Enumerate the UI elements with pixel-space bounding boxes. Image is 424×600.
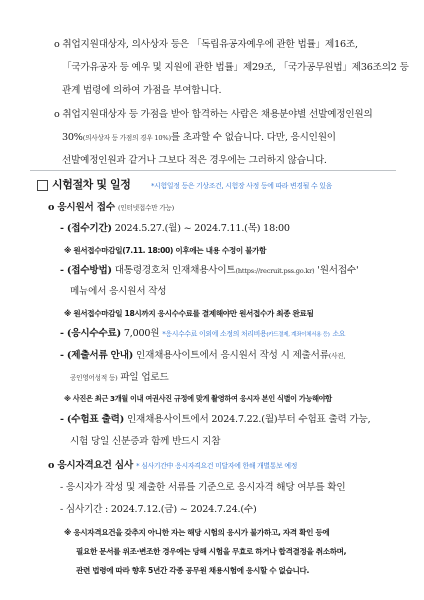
apply-fee bbox=[60, 327, 345, 342]
review-line-1: - 응시자가 작성 및 제출한 서류를 기준으로 응시자격 해당 여부를 확인 bbox=[60, 482, 346, 493]
section-divider bbox=[30, 170, 396, 171]
bonus-points-line-2: 「국가유공자 등 예우 및 지원에 관한 법률」제29조, 「국가공무원법」제36조의2 등 bbox=[62, 62, 409, 73]
apply-fee-note-detail: (카드결제, 계좌이체서용 등) bbox=[266, 332, 330, 338]
apply-title-note: (인터넷접수만 가능) bbox=[118, 204, 175, 212]
quota-line-1: o 취업지원대상자 등 가점을 받아 합격하는 사람은 채용분야별 선발예정인원의 bbox=[54, 109, 373, 120]
apply-ticket bbox=[60, 413, 370, 427]
apply-period-warning: ※ 원서접수마감일(7.11. 18:00) 이후에는 내용 수정이 불가함 bbox=[64, 246, 267, 255]
apply-period-value: 2024.5.27.(월) ~ 2024.7.11.(목) 18:00 bbox=[114, 223, 290, 234]
apply-docs-note-2: 공인영어성적 등) bbox=[70, 374, 118, 382]
review-title bbox=[48, 459, 297, 473]
apply-ticket-line-2: 시험 당일 신분증과 함께 반드시 지참 bbox=[70, 436, 221, 447]
apply-method-line-2: 메뉴에서 응시원서 작성 bbox=[70, 286, 167, 297]
review-title-text: o 응시자격요건 심사 bbox=[48, 460, 134, 471]
apply-fee-note-tail: 소요 bbox=[332, 330, 346, 338]
section-checkbox-icon bbox=[37, 180, 48, 191]
apply-docs-label: - (제출서류 안내) bbox=[60, 350, 134, 361]
quota-line-3: 선발예정인원과 같거나 그보다 적은 경우에는 그러하지 않습니다. bbox=[62, 155, 327, 166]
apply-docs bbox=[60, 349, 345, 363]
apply-period bbox=[60, 222, 290, 236]
quota-line-2-rest: 를 초과할 수 없습니다. 다만, 응시인원이 bbox=[170, 132, 336, 143]
bonus-points-line-3: 관계 법령에 의하여 가점을 부여합니다. bbox=[62, 85, 222, 96]
review-line-2: - 심사기간 : 2024.7.12.(금) ~ 2024.7.24.(수) bbox=[60, 504, 257, 515]
apply-title bbox=[48, 201, 174, 215]
apply-docs-note-1: (사진, bbox=[328, 352, 346, 360]
apply-method-label: - (접수방법) bbox=[60, 265, 112, 276]
apply-fee-value: 7,000원 bbox=[123, 328, 160, 339]
review-note: * 심사기간中 응시자격요건 미달자에 한해 개별통보 예정 bbox=[136, 462, 298, 470]
apply-method bbox=[60, 264, 358, 278]
apply-fee-note: *응시수수료 이외에 소정의 처리비용 bbox=[162, 330, 267, 338]
apply-ticket-value: 인재채용사이트에서 2024.7.22.(월)부터 수험표 출력 가능, bbox=[126, 414, 371, 425]
apply-period-label: - (접수기간) bbox=[60, 223, 112, 234]
apply-docs-tail: 파일 업로드 bbox=[120, 372, 169, 383]
apply-fee-label: - (응시수수료) bbox=[60, 328, 121, 339]
apply-docs-value: 인재채용사이트에서 응시원서 작성 시 제출서류 bbox=[136, 350, 329, 361]
quota-percent: 30% bbox=[62, 132, 83, 143]
bonus-points-line-1: o 취업지원대상자, 의사상자 등은 「독립유공자예우에 관한 법률」제16조, bbox=[54, 39, 358, 50]
apply-method-warning: ※ 원서접수마감일 18시까지 응시수수료를 결제해야만 원서접수가 최종 완료됨 bbox=[64, 309, 314, 318]
apply-ticket-label: - (수험표 출력) bbox=[60, 414, 125, 425]
apply-method-url: (https://recruit.pss.go.kr) bbox=[235, 267, 315, 275]
apply-docs-warning: ※ 사진은 최근 3개월 이내 여권사진 규정에 맞게 촬영하여 응시자 본인 식별이 가능해야함 bbox=[64, 394, 332, 403]
apply-method-value: 대통령경호처 인재채용사이트 bbox=[114, 265, 236, 276]
apply-method-tail: '원서접수' bbox=[317, 265, 359, 276]
quota-line-2 bbox=[62, 131, 336, 145]
apply-title-text: o 응시원서 접수 bbox=[48, 202, 115, 213]
quota-percent-note: (의사상자 등 가점의 경우 10%) bbox=[82, 134, 171, 142]
apply-docs-line-2 bbox=[70, 371, 169, 385]
review-warning-3: 관련 법령에 따라 향후 5년간 각종 공무원 채용시험에 응시할 수 없습니다. bbox=[76, 566, 309, 575]
review-warning-2: 필요한 문서를 위조·변조한 경우에는 당해 시험을 무효로 하거나 합격결정을 취소하며, bbox=[76, 547, 347, 556]
section-title: 시험절차 및 일정 bbox=[52, 178, 131, 191]
section-note: *시험일정 등은 기상조건, 시험장 사정 등에 따라 변경될 수 있음 bbox=[151, 182, 332, 190]
review-warning-1: ※ 응시자격요건을 갖추지 아니한 자는 해당 시험의 응시가 불가하고, 자격 확인 등에 bbox=[64, 528, 330, 537]
